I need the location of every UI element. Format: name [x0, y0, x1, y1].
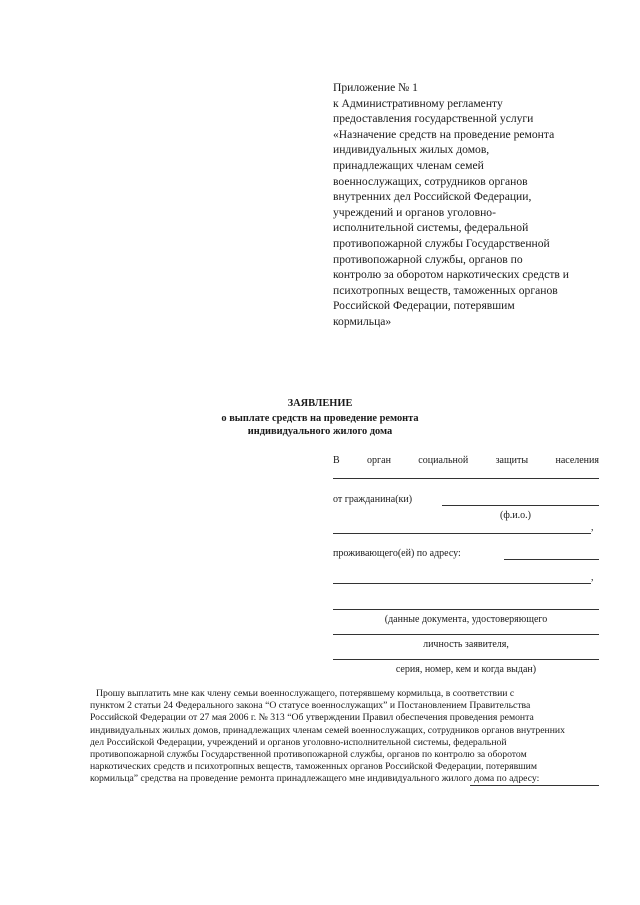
paragraph-line: индивидуальных жилых домов, принадлежащих членам семей военнослужащих, сотрудников органов внутренних: [90, 724, 565, 736]
paragraph-line: Прошу выплатить мне как члену семьи военнослужащего, потерявшему кормильца, в соответствии с: [96, 688, 515, 699]
appendix-line: психотропных веществ, таможенных органов: [333, 283, 558, 297]
appendix-line: внутренних дел Российской Федерации,: [333, 190, 532, 204]
appendix-line: противопожарной службы Государственной: [333, 236, 550, 250]
paragraph-line: дел Российской Федерации, учреждений и органов уголовно-исполнительной системы, федеральной: [90, 736, 507, 748]
appendix-line: предоставления государственной услуги: [333, 112, 534, 126]
paragraph-line: пунктом 2 статьи 24 Федерального закона “О статусе военнослужащих” и Постановлением Правительства: [90, 700, 531, 712]
document-subtitle-line1: о выплате средств на проведение ремонта: [221, 413, 419, 424]
document-caption: личность заявителя,: [423, 639, 509, 650]
fio-caption: (ф.и.о.): [500, 510, 531, 521]
addressee-word: защиты: [495, 455, 529, 466]
document-field-line[interactable]: [333, 609, 599, 610]
address-field-line-2[interactable]: [333, 583, 591, 584]
paragraph-line: кормильца” средства на проведение ремонта принадлежащего мне индивидуального жилого дома по адресу:: [90, 773, 540, 785]
appendix-line: индивидуальных жилых домов,: [333, 143, 490, 157]
fio-field-line-2[interactable]: [333, 533, 591, 534]
appendix-line: военнослужащих, сотрудников органов: [333, 174, 528, 188]
appendix-block: [333, 80, 613, 330]
appendix-line: противопожарной службы, органов по: [333, 252, 523, 266]
request-paragraph: [90, 688, 598, 786]
appendix-line: к Административному регламенту: [333, 96, 503, 110]
document-subtitle-line2: индивидуального жилого дома: [247, 426, 393, 437]
document-title: ЗАЯВЛЕНИЕ: [287, 398, 353, 409]
appendix-line: учреждений и органов уголовно-: [333, 205, 496, 219]
appendix-line: Российской Федерации, потерявшим: [333, 299, 515, 313]
address-fill-line[interactable]: [470, 785, 599, 786]
appendix-line: принадлежащих членам семей: [333, 158, 484, 172]
addressee-word: населения: [555, 455, 599, 466]
appendix-line: Приложение № 1: [333, 81, 418, 94]
appendix-line: «Назначение средств на проведение ремонта: [333, 127, 555, 141]
document-caption: (данные документа, удостоверяющего: [384, 614, 548, 625]
appendix-line: контролю за оборотом наркотических средств и: [333, 268, 569, 282]
comma-mark: ,: [591, 522, 594, 533]
comma-mark: ,: [591, 572, 594, 583]
appendix-line: исполнительной системы, федеральной: [333, 221, 529, 235]
paragraph-line: наркотических средств и психотропных веществ, таможенных органов Российской Федерации, потерявшим: [90, 761, 537, 773]
addressee-word: орган: [367, 455, 391, 466]
fio-field-line[interactable]: [442, 505, 599, 506]
addressee-line: [333, 455, 599, 466]
address-label: проживающего(ей) по адресу:: [333, 548, 461, 559]
address-field-line[interactable]: [504, 559, 599, 560]
appendix-line: кормильца»: [333, 314, 392, 328]
document-field-line-3[interactable]: [333, 659, 599, 660]
document-caption: серия, номер, кем и когда выдан): [395, 664, 537, 675]
document-field-line-2[interactable]: [333, 634, 599, 635]
paragraph-line: Российской Федерации от 27 мая 2006 г. № 313 “Об утверждении Правил обеспечения проведения ремонта: [90, 712, 534, 724]
addressee-word: В: [333, 455, 340, 466]
paragraph-line: противопожарной службы Государственной противопожарной службы, органов по контролю за оборотом: [90, 749, 527, 761]
addressee-word: социальной: [418, 455, 469, 466]
addressee-underline: [333, 478, 599, 479]
from-citizen-label: от гражданина(ки): [333, 494, 413, 505]
